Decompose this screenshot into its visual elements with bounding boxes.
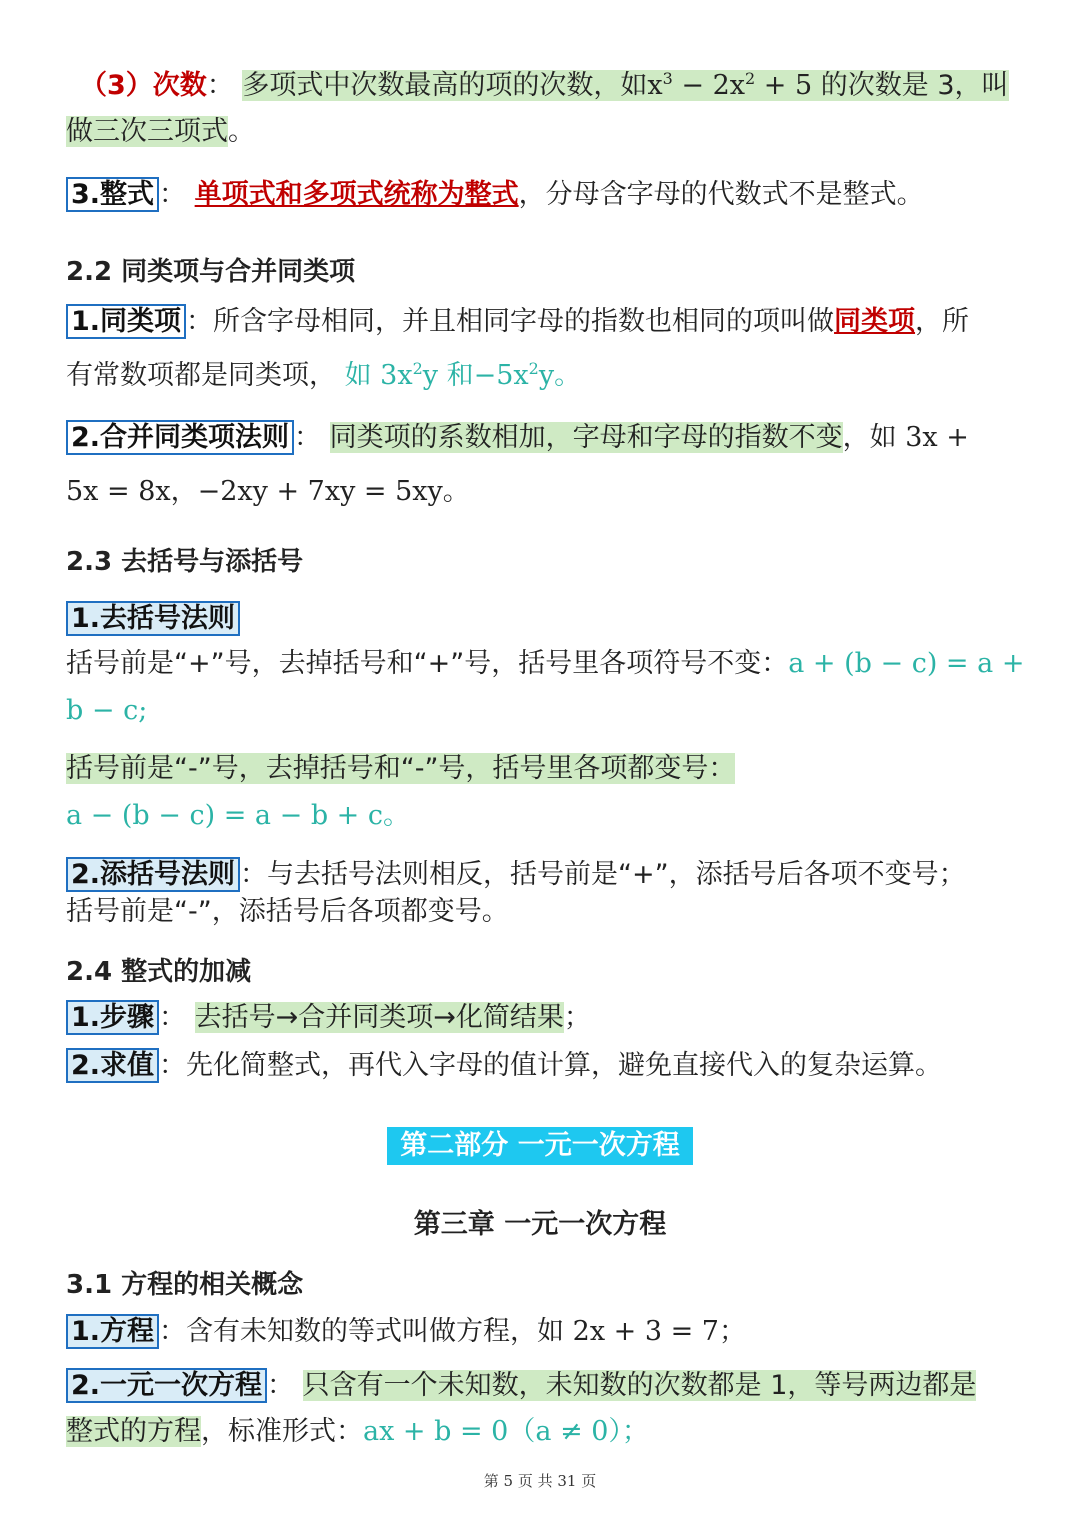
integral-expression-rest: ，分母含字母的代数式不是整式。	[518, 179, 924, 210]
remove-brackets-line-2: b − c;	[66, 695, 148, 726]
like-terms-text: ：所含字母相同，并且相同字母的指数也相同的项叫做	[186, 306, 835, 337]
degree-line-2	[66, 114, 1014, 150]
linear-equation-line2: 整式的方程	[66, 1416, 201, 1447]
add-brackets-label: 2.添括号法则	[66, 857, 240, 892]
steps-label: 1.步骤	[66, 1000, 159, 1035]
evaluate-text: ：先化简整式，再代入字母的值计算，避免直接代入的复杂运算。	[159, 1050, 943, 1081]
sup: 2	[528, 359, 539, 378]
chapter-title: 第三章 一元一次方程	[413, 1209, 667, 1240]
equation-text: ：含有未知数的等式叫做方程，如	[159, 1316, 573, 1347]
sup: 2	[412, 359, 423, 378]
combine-rule-label: 2.合并同类项法则	[66, 420, 294, 455]
add-brackets-text: ：与去括号法则相反，括号前是“+”，添括号后各项不变号；	[240, 859, 966, 890]
combine-rule-text: 同类项的系数相加，字母和字母的指数不变	[329, 422, 843, 453]
section-heading-3-1: 3.1 方程的相关概念	[66, 1270, 304, 1300]
section-heading-2-3: 2.3 去括号与添括号	[66, 547, 304, 577]
math: x	[647, 70, 663, 101]
remove-brackets-text: 括号前是“+”号，去掉括号和“+”号，括号里各项符号不变：	[66, 648, 789, 679]
polynomial-line	[66, 177, 1014, 213]
colon: ：	[159, 179, 187, 210]
linear-equation-line-1	[66, 1368, 1014, 1404]
math: + 5	[755, 70, 821, 101]
remove-brackets-label: 1.去括号法则	[66, 601, 240, 636]
evaluate-label: 2.求值	[66, 1048, 159, 1083]
like-terms-end: ，所	[915, 306, 970, 337]
colon: ：	[267, 1370, 295, 1401]
linear-equation-label: 2.一元一次方程	[66, 1368, 267, 1403]
math: 如 3x	[344, 360, 413, 391]
sup: 3	[662, 69, 673, 88]
math: y 和−5x	[422, 360, 529, 391]
combine-rule-line-1	[66, 420, 1014, 456]
linear-equation-line-2	[66, 1414, 1014, 1450]
integral-expression-key: 单项式和多项式统称为整式	[194, 179, 519, 210]
equation-end: ；	[718, 1316, 746, 1347]
like-terms-line-2	[66, 358, 1014, 394]
math: − 2x	[672, 70, 746, 101]
steps-line	[66, 1000, 1014, 1036]
colon: ：	[206, 70, 234, 101]
remove-brackets-line-4: a − (b − c) = a − b + c。	[66, 800, 411, 831]
equation-math: 2x + 3 = 7	[572, 1316, 719, 1347]
add-brackets-line-2: 括号前是“-”，添括号后各项都变号。	[66, 896, 509, 927]
sup: 2	[745, 69, 756, 88]
steps-text: 去括号→合并同类项→化简结果	[194, 1002, 564, 1033]
equation-line	[66, 1314, 1014, 1350]
like-terms-key: 同类项	[834, 306, 916, 337]
like-terms-label: 1.同类项	[66, 304, 186, 339]
math: y。	[538, 360, 582, 391]
degree-definition	[242, 70, 1008, 101]
degree-label: （3）次数	[80, 70, 207, 101]
remove-brackets-minus-text: 括号前是“-”号，去掉括号和“-”号，括号里各项都变号：	[66, 753, 736, 784]
remove-brackets-line-3	[66, 751, 1014, 787]
part-title: 第二部分 一元一次方程	[387, 1127, 693, 1165]
like-terms-line-1	[66, 304, 1014, 340]
colon: ：	[159, 1002, 187, 1033]
linear-equation-standard-form: ax + b = 0（a ≠ 0）；	[363, 1416, 649, 1447]
section-heading-2-2: 2.2 同类项与合并同类项	[66, 257, 356, 287]
degree-line-1	[66, 68, 1014, 104]
steps-end: ；	[563, 1002, 591, 1033]
degree-line2-text: 做三次三项式	[66, 116, 228, 147]
page-footer: 第 5 页 共 31 页	[483, 1472, 597, 1490]
period: 。	[228, 116, 255, 147]
evaluate-line	[66, 1048, 1014, 1084]
linear-equation-standard-label: ，标准形式：	[201, 1416, 363, 1447]
remove-brackets-line-1	[66, 646, 1025, 682]
colon: ：	[294, 422, 322, 453]
combine-rule-rest: ，如 3x +	[842, 422, 969, 453]
degree-text2: 的次数是 3，叫	[820, 70, 1009, 101]
section-heading-2-4: 2.4 整式的加减	[66, 957, 252, 987]
remove-brackets-math: a + (b − c) = a +	[788, 648, 1025, 679]
like-terms-line2: 有常数项都是同类项，	[66, 360, 336, 391]
degree-text: 多项式中次数最高的项的次数，如	[242, 70, 648, 101]
integral-expression-label: 3.整式	[66, 177, 159, 212]
combine-rule-line-2: 5x = 8x，−2xy + 7xy = 5xy。	[66, 476, 470, 507]
like-terms-example	[345, 360, 582, 391]
equation-label: 1.方程	[66, 1314, 159, 1349]
linear-equation-text: 只含有一个未知数，未知数的次数都是 1，等号两边都是	[302, 1370, 977, 1401]
remove-brackets-title	[66, 601, 1014, 637]
add-brackets-line-1	[66, 857, 1014, 893]
